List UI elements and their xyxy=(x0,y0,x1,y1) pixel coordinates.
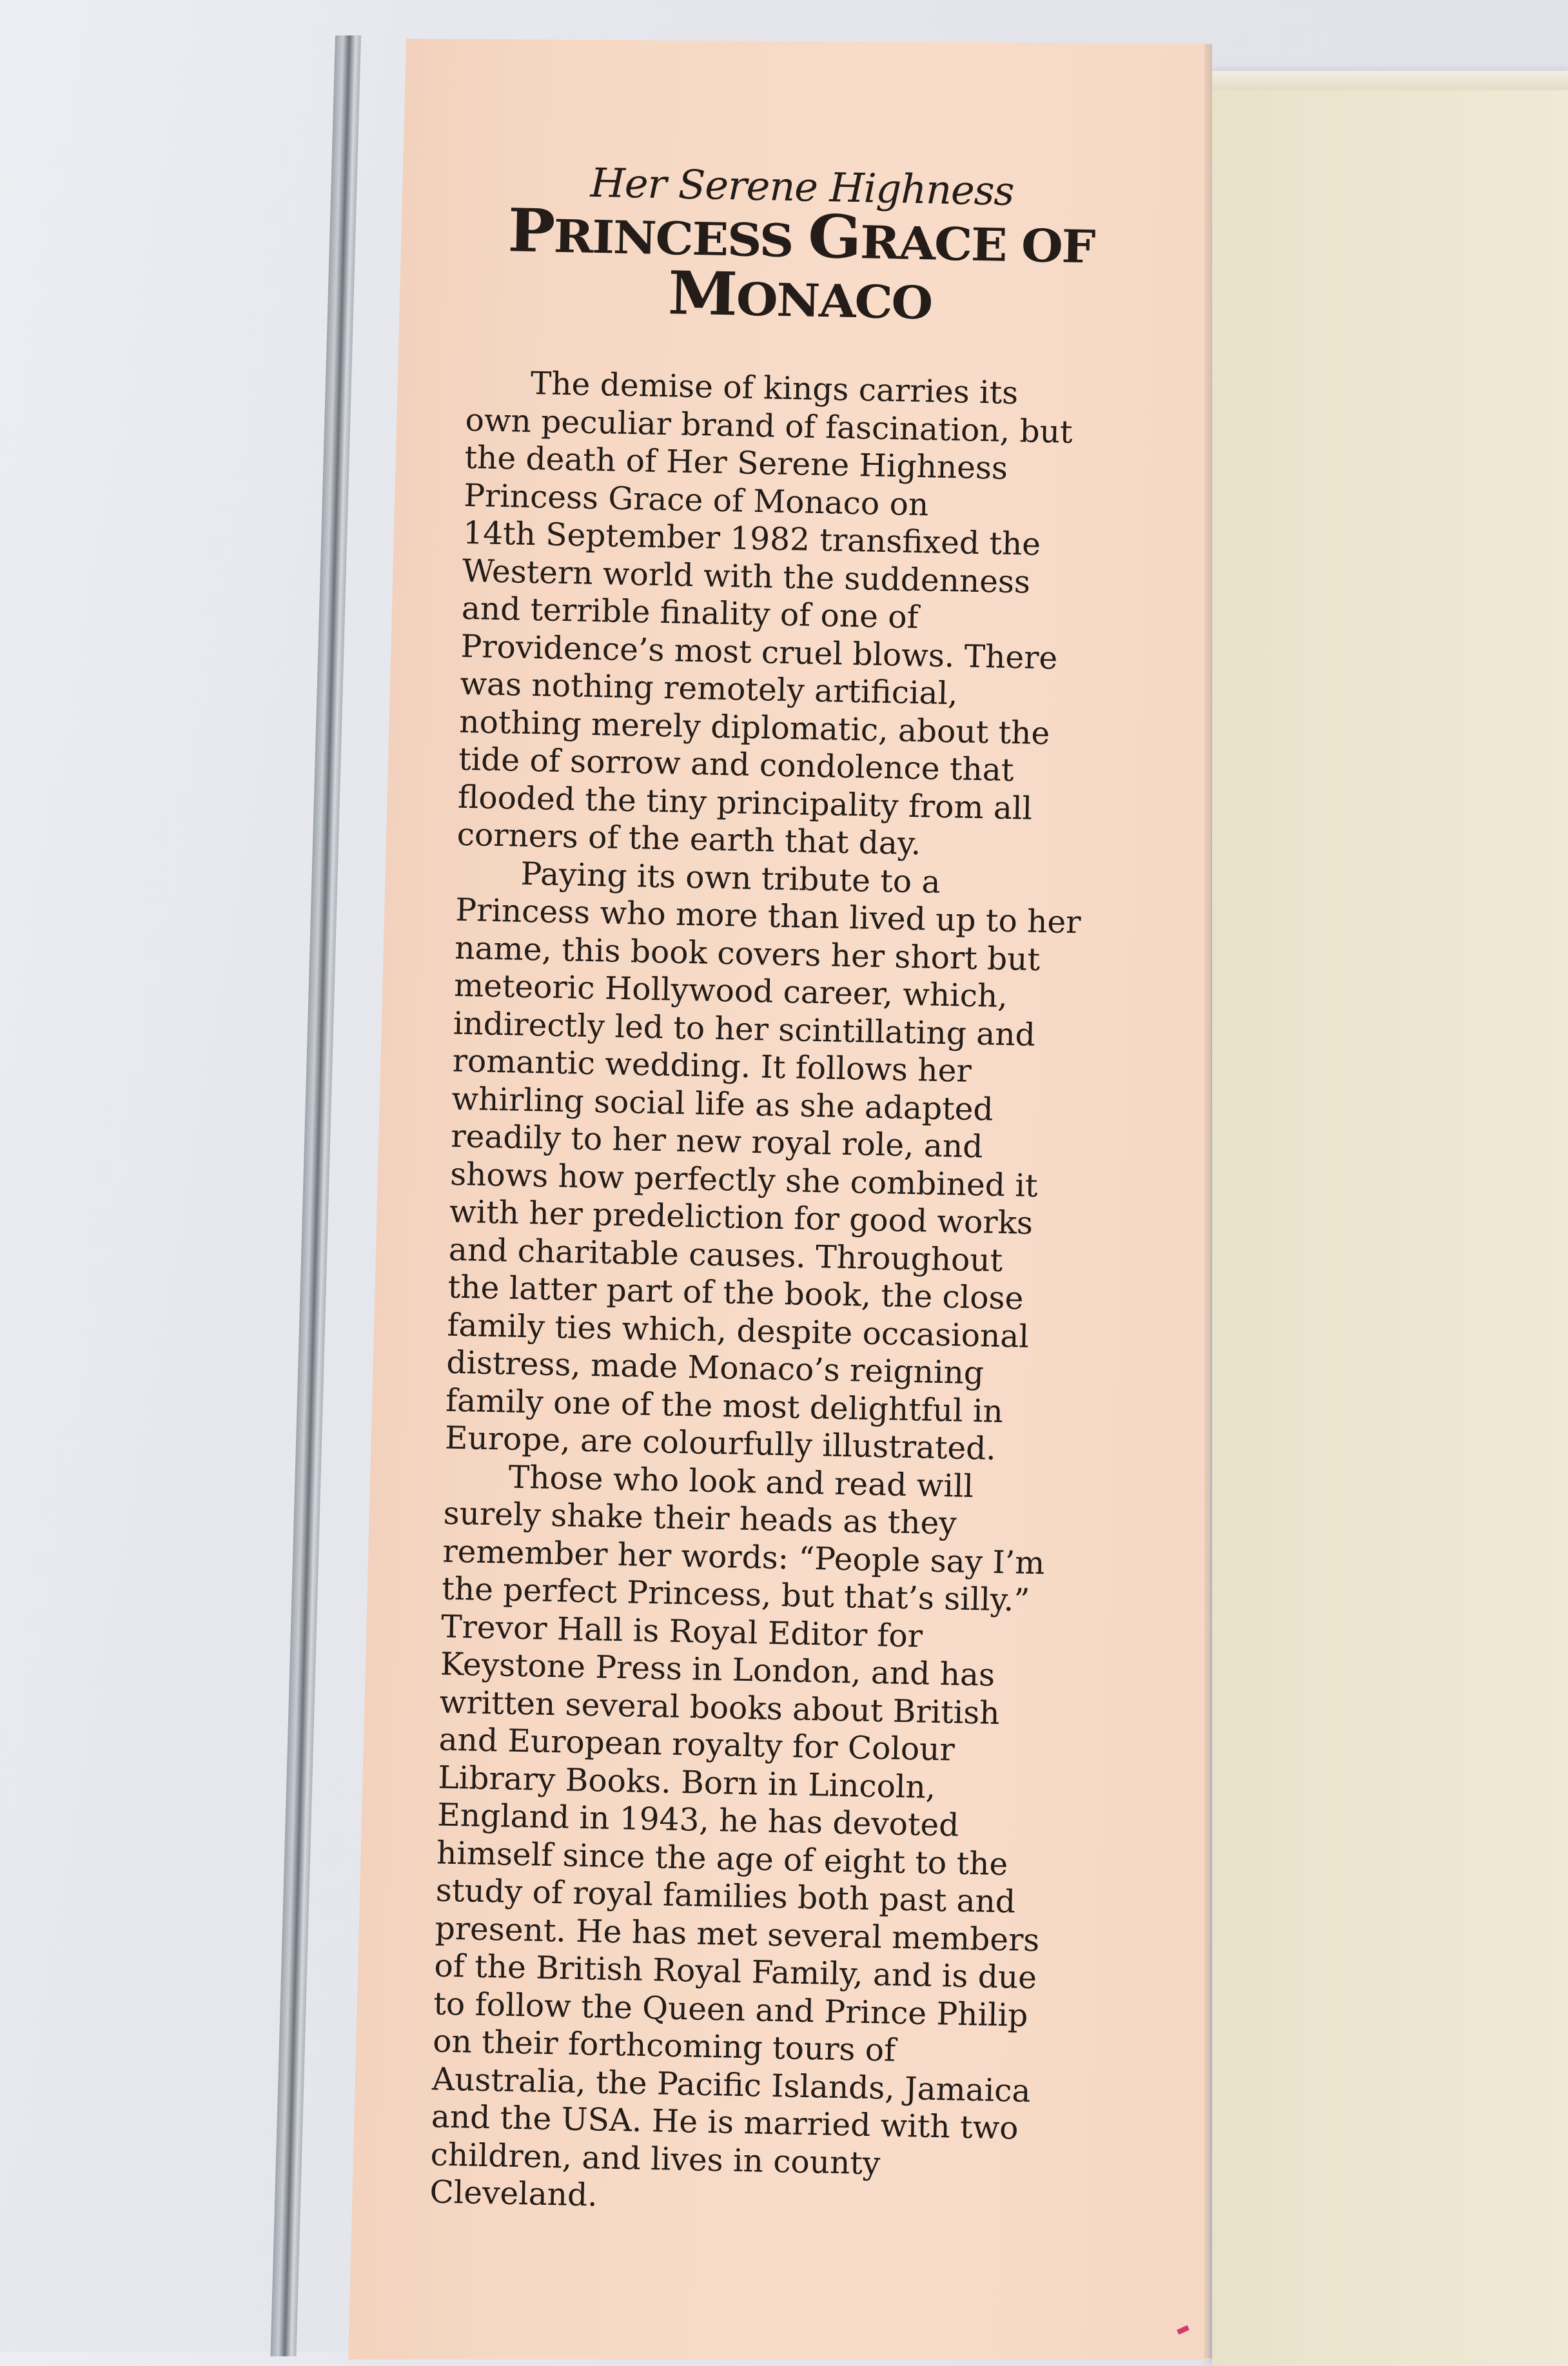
p2-line: family one of the most delightful in xyxy=(445,1382,1004,1430)
bio-line: Library Books. Born in Lincoln, xyxy=(437,1759,936,1806)
p2-line: name, this book covers her short but xyxy=(454,930,1041,978)
title-word-onaco: ONACO xyxy=(736,272,932,330)
paragraph-2 xyxy=(444,854,1153,1471)
p1-line: corners of the earth that day. xyxy=(456,816,921,863)
title-word-race-of: RACE OF xyxy=(859,215,1095,274)
p2-line: Paying its own tribute to a xyxy=(520,855,941,901)
p2-line: Europe, are colourfully illustrated. xyxy=(444,1420,997,1467)
p2-line: Princess who more than lived up to her xyxy=(455,892,1082,941)
bio-line: Australia, the Pacific Islands, Jamaica xyxy=(431,2060,1031,2109)
p3-line: surely shake their heads as they xyxy=(443,1495,957,1542)
flap-header xyxy=(416,155,1186,335)
flap-title xyxy=(393,195,1208,336)
p1-line: 14th September 1982 transfixed the xyxy=(462,514,1041,563)
p3-line: the perfect Princess, but that’s silly.” xyxy=(441,1570,1030,1619)
p1-line: Western world with the suddenness xyxy=(462,552,1031,601)
flap-blurb xyxy=(365,155,1186,2225)
p1-line: was nothing remotely artificial, xyxy=(459,665,959,712)
p1-line: tide of sorrow and condolence that xyxy=(458,741,1014,789)
paragraph-3 xyxy=(442,1457,1141,1622)
book-spine xyxy=(270,35,361,2356)
bio-line: children, and lives in county xyxy=(430,2136,881,2182)
p1-line: The demise of kings carries its xyxy=(530,365,1019,412)
p1-line: own peculiar brand of fascination, but xyxy=(465,402,1073,451)
bio-line: study of royal families both past and xyxy=(435,1872,1016,1921)
paragraph-1 xyxy=(456,364,1162,868)
bio-line: and the USA. He is married with two xyxy=(431,2098,1019,2147)
p2-line: readily to her new royal role, and xyxy=(450,1118,983,1166)
p1-line: Providence’s most cruel blows. There xyxy=(460,628,1058,676)
title-letter-g: G xyxy=(807,201,861,273)
bio-line: himself since the age of eight to the xyxy=(436,1834,1008,1882)
flap-subtitle: Her Serene Highness xyxy=(590,159,1015,215)
p1-line: the death of Her Serene Highness xyxy=(464,439,1008,487)
p2-line: with her predeliction for good works xyxy=(449,1193,1034,1242)
flap-edge-shadow xyxy=(1204,44,1212,2358)
title-letter-m: M xyxy=(667,258,738,329)
bio-line: Cleveland. xyxy=(429,2174,598,2214)
p2-line: indirectly led to her scintillating and xyxy=(453,1005,1036,1053)
bio-line: to follow the Queen and Prince Philip xyxy=(433,1985,1028,2034)
bio-line: present. He has met several members xyxy=(435,1910,1040,1959)
bio-line: Keystone Press in London, and has xyxy=(440,1646,995,1694)
flap-body xyxy=(365,362,1182,2225)
p3-line: remember her words: “People say I’m xyxy=(442,1533,1045,1581)
bio-line: England in 1943, he has devoted xyxy=(436,1797,959,1844)
p1-line: and terrible finality of one of xyxy=(461,590,919,636)
p2-line: romantic wedding. It follows her xyxy=(452,1042,972,1090)
p1-line: flooded the tiny principality from all xyxy=(457,779,1033,827)
title-word-rincess: RINCESS xyxy=(553,209,808,268)
p2-line: distress, made Monaco’s reigning xyxy=(446,1344,985,1392)
bio-line: Trevor Hall is Royal Editor for xyxy=(440,1608,923,1655)
p2-line: and charitable causes. Throughout xyxy=(448,1231,1003,1279)
p2-line: whirling social life as she adapted xyxy=(451,1080,994,1128)
p2-line: shows how perfectly she combined it xyxy=(449,1156,1039,1204)
p1-line: Princess Grace of Monaco on xyxy=(463,477,929,523)
p3-line: Those who look and read will xyxy=(508,1459,974,1505)
bio-line: written several books about British xyxy=(439,1684,1001,1732)
bio-line: and European royalty for Colour xyxy=(438,1721,956,1768)
p1-line: nothing merely diplomatic, about the xyxy=(458,703,1050,752)
p2-line: family ties which, despite occasional xyxy=(447,1307,1030,1355)
title-letter-p: P xyxy=(507,195,555,266)
p2-line: meteoric Hollywood career, which, xyxy=(453,967,1008,1015)
book-cover-board-edge xyxy=(1206,71,1568,90)
p2-line: the latter part of the book, the close xyxy=(447,1269,1024,1317)
book-cover-board xyxy=(1212,71,1568,2366)
bio-line: on their forthcoming tours of xyxy=(432,2023,896,2069)
author-bio xyxy=(429,1608,1138,2225)
bio-line: of the British Royal Family, and is due xyxy=(434,1948,1037,1997)
